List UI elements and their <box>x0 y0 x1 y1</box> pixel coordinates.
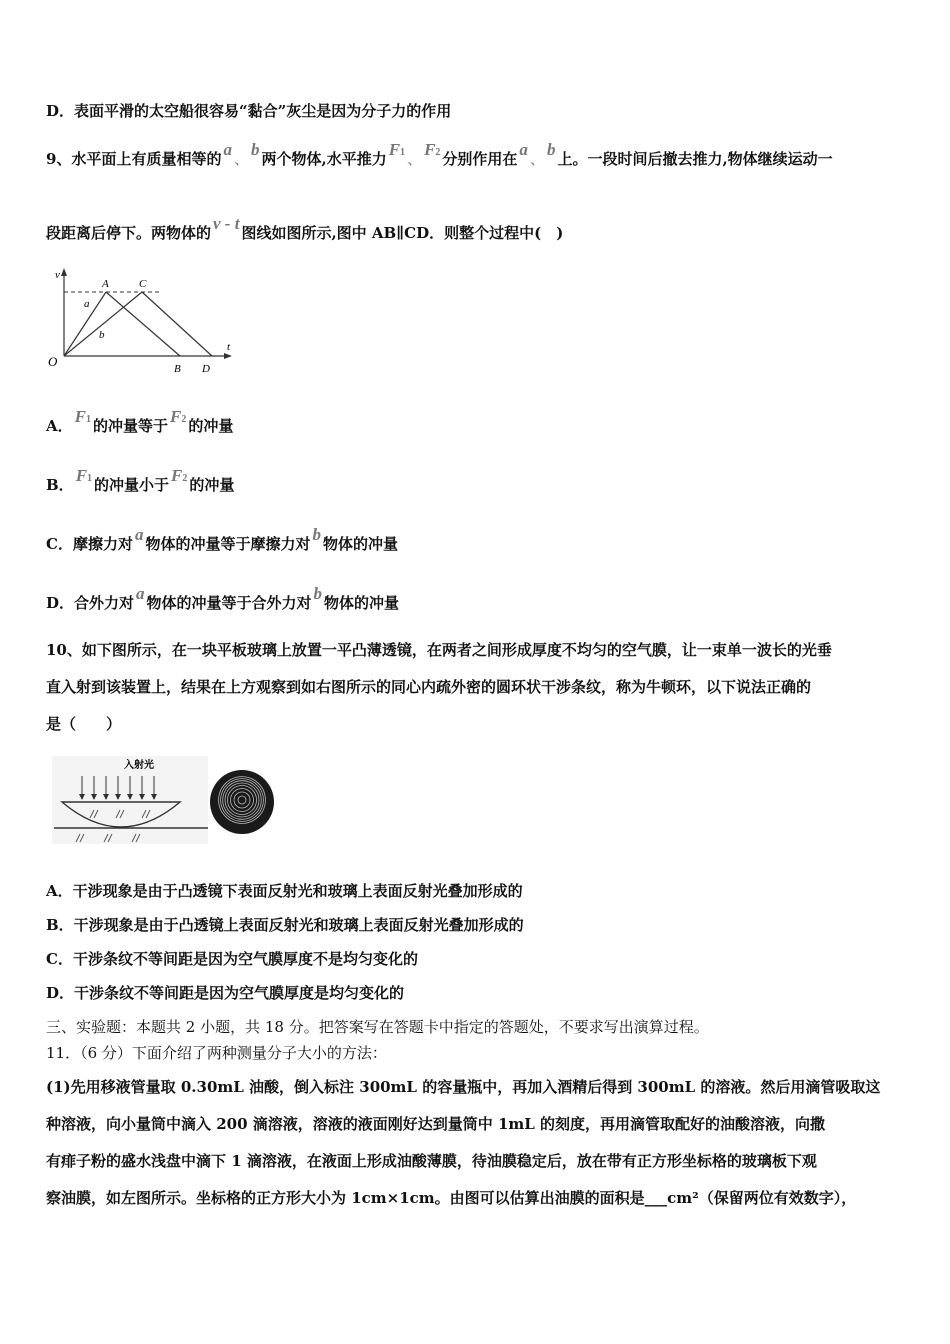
line-OC <box>64 292 142 356</box>
q10-stem-line1: 10、如下图所示，在一块平板玻璃上放置一平凸薄透镜，在两者之间形成厚度不均匀的空气膜，让一束单一波长的光垂 <box>46 641 832 659</box>
incident-light-label: 入射光 <box>124 760 154 771</box>
var-a: a <box>134 525 144 544</box>
q10-option-b: B．干涉现象是由于凸透镜上表面反射光和玻璃上表面反射光叠加形成的 <box>46 916 524 934</box>
q9-option-c: C．摩擦力对 a 物体的冲量等于摩擦力对 b 物体的冲量 <box>46 525 398 553</box>
var-a: a <box>223 140 232 159</box>
vt-graph <box>44 262 244 382</box>
label-b: b <box>99 329 105 341</box>
label-D: D <box>202 363 210 375</box>
q9-stem-line2: 段距离后停下。两物体的 v - t 图线如图所示,图中 AB∥CD．则整个过程中( ) <box>46 214 564 242</box>
var-F2: F2 <box>171 466 188 485</box>
var-a: a <box>136 584 145 603</box>
section3-title: 三、实验题：本题共 2 小题，共 18 分。把答案写在答题卡中指定的答题处，不要求写出演算过程。 <box>46 1018 709 1036</box>
label-C: C <box>139 278 147 290</box>
var-b: b <box>312 525 321 544</box>
var-b: b <box>546 140 556 159</box>
var-F1: F1 <box>75 466 93 485</box>
line-AB <box>106 292 180 356</box>
q11-para-line3: 有痱子粉的盛水浅盘中滴下 1 滴溶液，在液面上形成油酸薄膜，待油膜稳定后，放在带有正方形坐标格的玻璃板下观 <box>46 1152 817 1170</box>
q10-option-c: C．干涉条纹不等间距是因为空气膜厚度不是均匀变化的 <box>46 950 418 968</box>
q9-option-a: A． F1 的冲量等于 F2 的冲量 <box>46 407 234 435</box>
q11-intro: 11．（6 分）下面介绍了两种测量分子大小的方法： <box>46 1044 387 1062</box>
q9-stem-line1: 9、水平面上有质量相等的 a 、 b 两个物体,水平推力 F1 、 F2 分别作用在 a 、 b 上。一段时间后撤去推力,物体继续运动一 <box>46 140 833 168</box>
q10-stem-line3: 是（ ） <box>46 715 122 733</box>
var-F1: F1 <box>74 407 91 426</box>
q9-option-d: D．合外力对 a 物体的冲量等于合外力对 b 物体的冲量 <box>46 584 400 612</box>
label-a: a <box>84 298 90 310</box>
q10-option-d: D．干涉条纹不等间距是因为空气膜厚度是均匀变化的 <box>46 984 405 1002</box>
q11-para-line1: (1)先用移液管量取 0.30mL 油酸，倒入标注 300mL 的容量瓶中，再加入酒精后得到 300mL 的溶液。然后用滴管吸取这 <box>46 1078 881 1096</box>
v-axis-arrow <box>61 268 67 276</box>
label-v: v <box>55 269 60 281</box>
var-F1: F1 <box>388 140 406 159</box>
label-B: B <box>174 363 181 375</box>
label-A: A <box>102 278 109 290</box>
q9-option-b: B． F1 的冲量小于 F2 的冲量 <box>46 466 235 494</box>
var-a: a <box>519 140 528 159</box>
q8-option-d: D．表面平滑的太空船很容易“黏合”灰尘是因为分子力的作用 <box>46 102 452 120</box>
var-b: b <box>250 140 260 159</box>
newton-rings-image <box>210 770 274 834</box>
q11-para-line4: 察油膜，如左图所示。坐标格的正方形大小为 1cm×1cm。由图可以估算出油膜的面积是___cm²（保留两位有效数字）， <box>46 1189 857 1207</box>
label-t: t <box>227 341 231 353</box>
line-CD <box>142 292 212 356</box>
var-F2: F2 <box>170 407 187 426</box>
var-vt: v - t <box>213 214 240 233</box>
var-F2: F2 <box>424 140 441 159</box>
q10-option-a: A．干涉现象是由于凸透镜下表面反射光和玻璃上表面反射光叠加形成的 <box>46 882 523 900</box>
q11-para-line2: 种溶液，向小量筒中滴入 200 滴溶液，溶液的液面刚好达到量筒中 1mL 的刻度，再用滴管取配好的油酸溶液，向撒 <box>46 1115 826 1133</box>
q10-stem-line2: 直入射到该装置上，结果在上方观察到如右图所示的同心内疏外密的圆环状干涉条纹，称为牛顿环，以下说法正确的 <box>46 678 812 696</box>
var-b: b <box>313 584 323 603</box>
newton-ring-figure <box>46 752 278 848</box>
label-O: O <box>48 354 58 369</box>
t-axis-arrow <box>224 353 232 359</box>
